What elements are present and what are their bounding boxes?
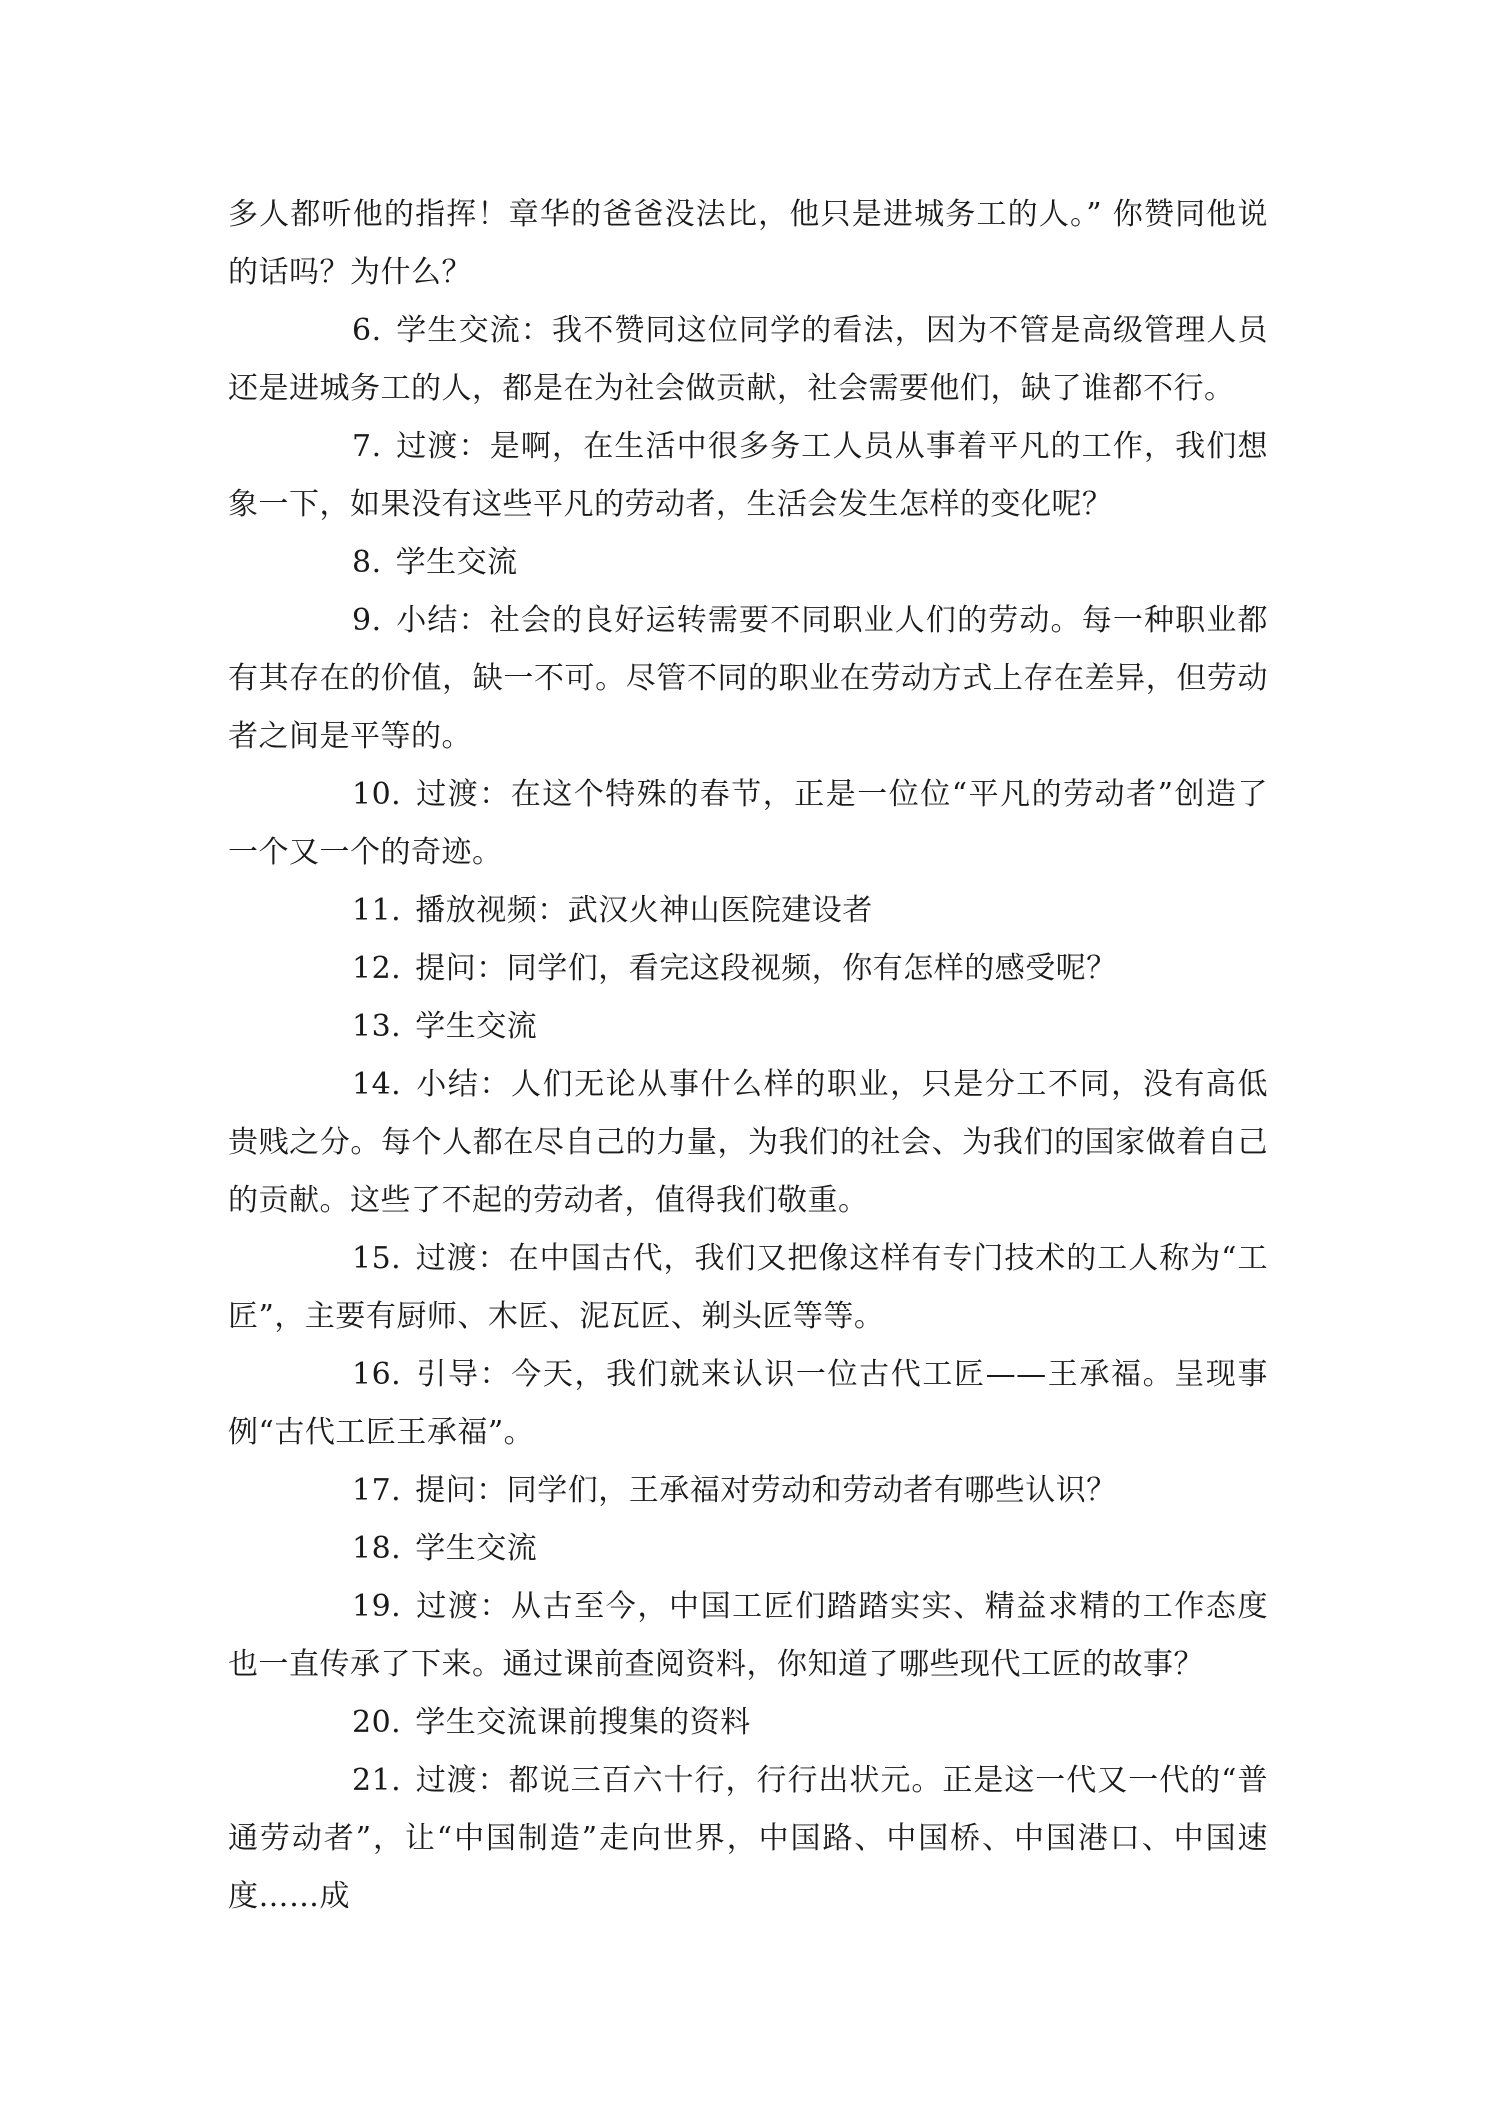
paragraph-text: 学生交流 bbox=[415, 1531, 538, 1566]
paragraph-number: 15. bbox=[352, 1241, 402, 1276]
paragraph-text: 小结：社会的良好运转需要不同职业人们的劳动。每一种职业都有其存在的价值，缺一不可。尽管不同的职业在劳动方式上存在差异，但劳动者之间是平等的。 bbox=[228, 603, 1268, 754]
paragraph-text: 提问：同学们，王承福对劳动和劳动者有哪些认识？ bbox=[415, 1473, 1117, 1508]
paragraph-text: 多人都听他的指挥！章华的爸爸没法比，他只是进城务工的人。” 你赞同他说的话吗？为什么？ bbox=[228, 197, 1268, 290]
paragraph-6 bbox=[228, 302, 1268, 418]
paragraph-17 bbox=[228, 1462, 1268, 1520]
paragraph-text: 过渡：从古至今，中国工匠们踏踏实实、精益求精的工作态度也一直传承了下来。通过课前查阅资料，你知道了哪些现代工匠的故事？ bbox=[228, 1589, 1268, 1682]
paragraph-number: 17. bbox=[352, 1473, 402, 1508]
paragraph-20 bbox=[228, 1694, 1268, 1752]
paragraph-number: 10. bbox=[352, 777, 402, 812]
paragraph-text: 播放视频：武汉火神山医院建设者 bbox=[415, 893, 873, 928]
paragraph-continuation bbox=[228, 186, 1268, 302]
paragraph-text: 过渡：是啊，在生活中很多务工人员从事着平凡的工作，我们想象一下，如果没有这些平凡的劳动者，生活会发生怎样的变化呢？ bbox=[228, 429, 1268, 522]
paragraph-text: 小结：人们无论从事什么样的职业，只是分工不同，没有高低贵贱之分。每个人都在尽自己的力量，为我们的社会、为我们的国家做着自己的贡献。这些了不起的劳动者，值得我们敬重。 bbox=[228, 1067, 1268, 1218]
paragraph-19 bbox=[228, 1578, 1268, 1694]
paragraph-text: 学生交流 bbox=[395, 545, 518, 580]
paragraph-number: 20. bbox=[352, 1705, 402, 1740]
paragraph-number: 21. bbox=[352, 1763, 402, 1798]
paragraph-number: 14. bbox=[352, 1067, 402, 1102]
paragraph-number: 12. bbox=[352, 951, 402, 986]
paragraph-text: 过渡：在这个特殊的春节，正是一位位“平凡的劳动者”创造了一个又一个的奇迹。 bbox=[228, 777, 1268, 870]
paragraph-text: 提问：同学们，看完这段视频，你有怎样的感受呢？ bbox=[415, 951, 1117, 986]
paragraph-8 bbox=[228, 534, 1268, 592]
paragraph-text: 过渡：都说三百六十行，行行出状元。正是这一代又一代的“普通劳动者”，让“中国制造”走向世界，中国路、中国桥、中国港口、中国速度……成 bbox=[228, 1763, 1268, 1914]
paragraph-16 bbox=[228, 1346, 1268, 1462]
paragraph-number: 16. bbox=[352, 1357, 402, 1392]
paragraph-21 bbox=[228, 1752, 1268, 1926]
paragraph-18 bbox=[228, 1520, 1268, 1578]
paragraph-9 bbox=[228, 592, 1268, 766]
paragraph-15 bbox=[228, 1230, 1268, 1346]
paragraph-number: 18. bbox=[352, 1531, 402, 1566]
document-body bbox=[228, 186, 1268, 1926]
paragraph-number: 8. bbox=[352, 545, 382, 580]
paragraph-text: 过渡：在中国古代，我们又把像这样有专门技术的工人称为“工匠”，主要有厨师、木匠、泥瓦匠、剃头匠等等。 bbox=[228, 1241, 1268, 1334]
paragraph-number: 6. bbox=[352, 313, 382, 348]
paragraph-14 bbox=[228, 1056, 1268, 1230]
paragraph-text: 学生交流课前搜集的资料 bbox=[415, 1705, 751, 1740]
paragraph-number: 7. bbox=[352, 429, 382, 464]
paragraph-number: 9. bbox=[352, 603, 382, 638]
paragraph-text: 引导：今天，我们就来认识一位古代工匠——王承福。呈现事例“古代工匠王承福”。 bbox=[228, 1357, 1268, 1450]
paragraph-number: 13. bbox=[352, 1009, 402, 1044]
paragraph-number: 11. bbox=[352, 893, 402, 928]
paragraph-text: 学生交流 bbox=[415, 1009, 538, 1044]
paragraph-text: 学生交流：我不赞同这位同学的看法，因为不管是高级管理人员还是进城务工的人，都是在为社会做贡献，社会需要他们，缺了谁都不行。 bbox=[228, 313, 1268, 406]
paragraph-7 bbox=[228, 418, 1268, 534]
paragraph-13 bbox=[228, 998, 1268, 1056]
paragraph-number: 19. bbox=[352, 1589, 402, 1624]
paragraph-12 bbox=[228, 940, 1268, 998]
paragraph-11 bbox=[228, 882, 1268, 940]
paragraph-10 bbox=[228, 766, 1268, 882]
